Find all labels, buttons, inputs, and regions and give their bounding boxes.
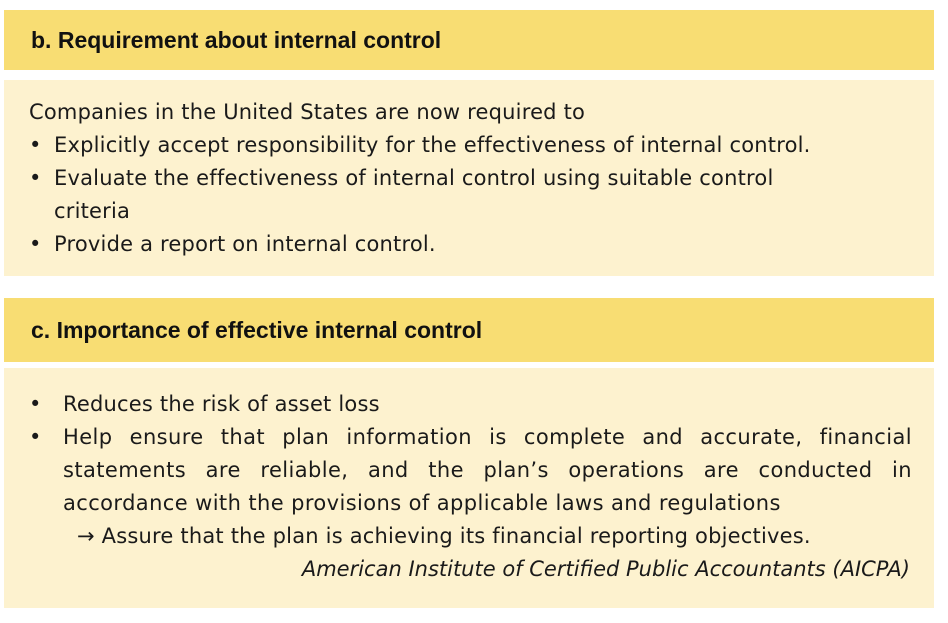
list-item-text: Reduces the risk of asset loss — [63, 392, 380, 416]
list-item-text: Provide a report on internal control. — [54, 232, 436, 256]
list-item — [29, 421, 912, 520]
bullet-icon: • — [29, 133, 42, 157]
section-b-title: b. Requirement about internal control — [31, 26, 442, 53]
section-b-intro: Companies in the United States are now required to — [29, 100, 586, 124]
bullet-icon: • — [29, 232, 42, 256]
source-citation: American Institute of Certified Public Accountants (AICPA) — [301, 557, 910, 581]
list-item — [29, 388, 912, 421]
conclusion-line: → Assure that the plan is achieving its financial reporting objectives. — [77, 524, 811, 548]
list-item-text: Help ensure that plan information is complete and accurate, financial statements are reliable, and the plan’s operations are conducted in accordance with the provisions of applicable laws and regulations — [63, 425, 912, 515]
section-c-header — [4, 298, 934, 362]
list-item-text: Evaluate the effectiveness of internal control using suitable control criteria — [54, 166, 774, 223]
list-item — [29, 129, 914, 162]
bullet-icon: • — [29, 392, 42, 416]
section-importance — [4, 298, 934, 608]
section-c-title: c. Importance of effective internal control — [31, 316, 483, 343]
bullet-icon: • — [29, 425, 42, 449]
section-b-header — [4, 10, 934, 70]
list-item-text: Explicitly accept responsibility for the effectiveness of internal control. — [54, 133, 811, 157]
bullet-icon: • — [29, 166, 42, 190]
section-b-body — [4, 80, 934, 276]
list-item — [29, 228, 914, 261]
section-requirement — [4, 10, 934, 276]
list-item — [29, 162, 849, 228]
section-c-body — [4, 368, 934, 608]
